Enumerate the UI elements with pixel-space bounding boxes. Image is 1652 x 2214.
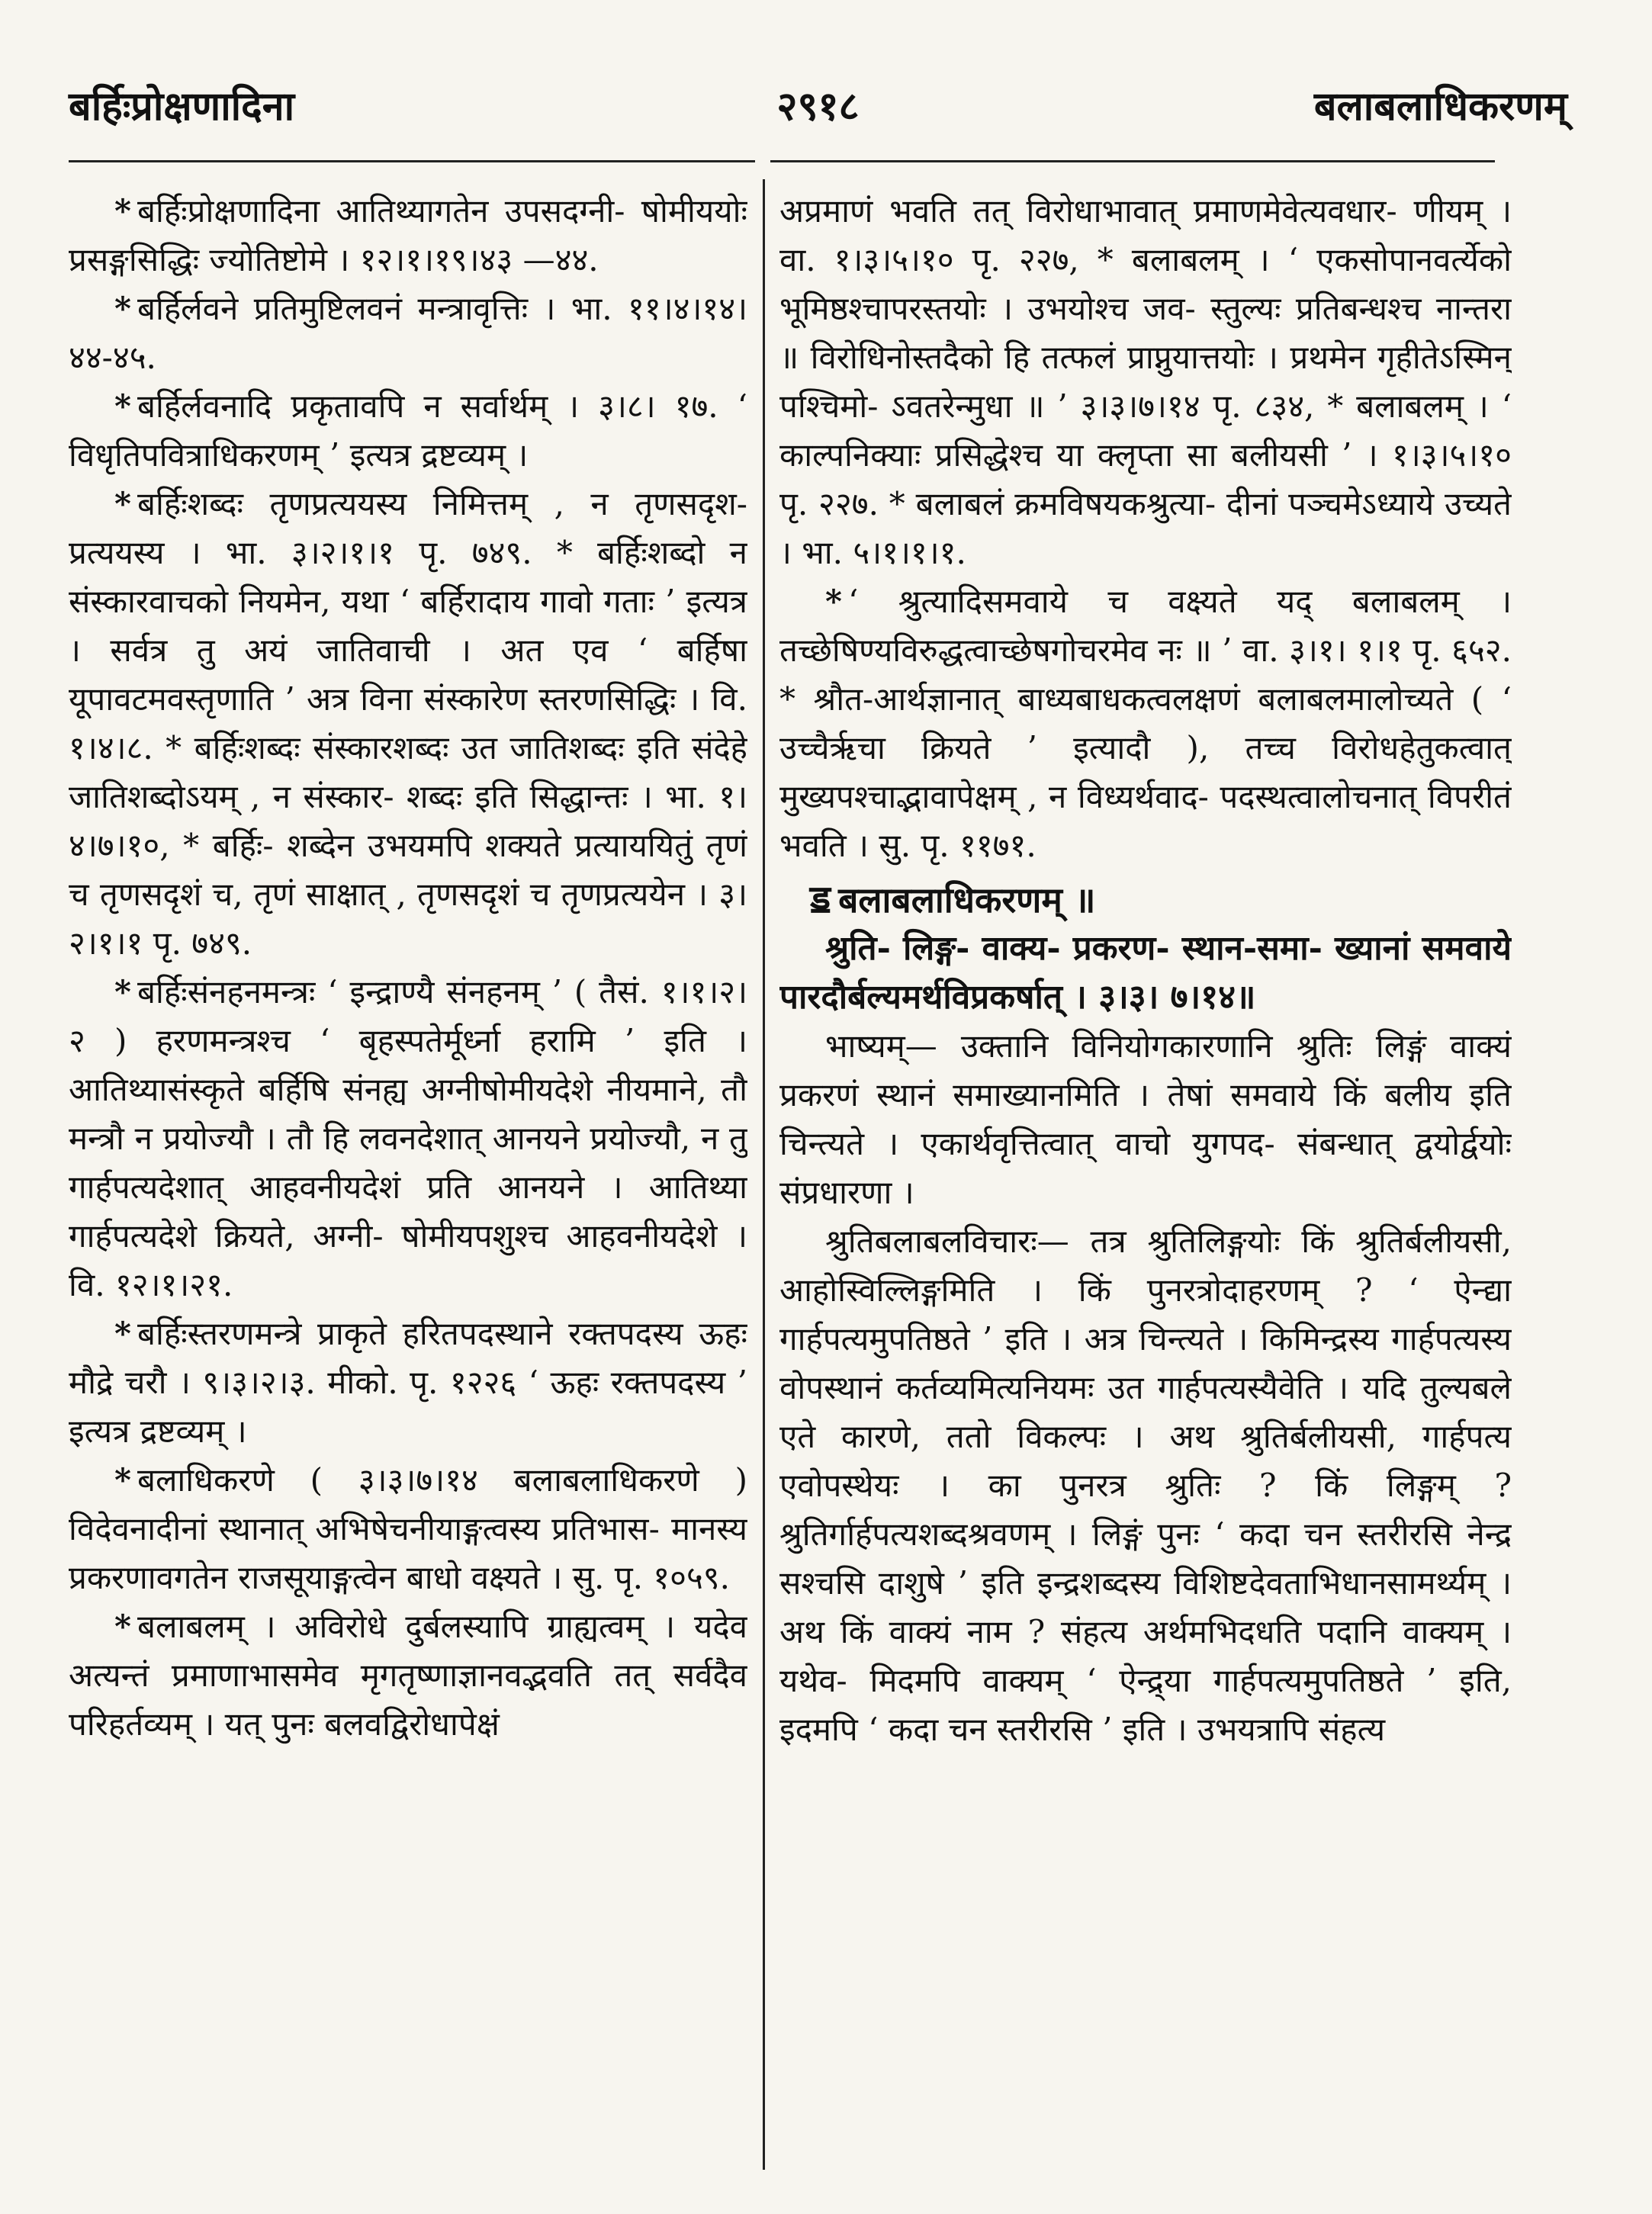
- entry-barhirlavanadi: * बर्हिर्लवनादि प्रकृतावपि न सर्वार्थम् । ३।८। १७. ‘ विधृतिपवित्राधिकरणम् ’ इत्यत्र द्रष्टव्यम् ।: [69, 387, 747, 474]
- left-column: [69, 187, 747, 2170]
- running-head-right: बलाबलाधिकरणम्: [1313, 83, 1567, 130]
- column-divider: [763, 179, 765, 2170]
- entry-barhih-sabdah: * बर्हिःशब्दः तृणप्रत्ययस्य निमित्तम् , न तृणसदृश- प्रत्ययस्य । भा. ३।२।१।१ पृ. ७४९. * बर्हिःशब्दो न संस्कारवाचको नियमेन, यथा ‘ बर्हिरादाय गावो गताः ’ इत्यत्र । सर्वत्र तु अयं जातिवाची । अत एव ‘ बर्हिषा यूपावटमवस्तृणाति ’ अत्र विना संस्कारेण स्तरणसिद्धिः । वि. १।४।८. * बर्हिःशब्दः संस्कारशब्दः उत जातिशब्दः इति संदेहे जातिशब्दोऽयम् , न संस्कार- शब्दः इति सिद्धान्तः । भा. १।४।७।१०, * बर्हिः- शब्देन उभयमपि शक्यते प्रत्याययितुं तृणं च तृणसदृशं च, तृणं साक्षात् , तृणसदृशं च तृणप्रत्ययेन । ३।२।१।१ पृ. ७४९.: [69, 485, 747, 962]
- header-rule-right: [770, 160, 1495, 162]
- entry-continuation: अप्रमाणं भवति तत् विरोधाभावात् प्रमाणमेवेत्यवधार- णीयम् । वा. १।३।५।१० पृ. २२७, * बलाबलम् । ‘ एकसोपानवर्त्येको भूमिष्ठश्चापरस्तयोः । उभयोश्च जव- स्तुल्यः प्रतिबन्धश्च नान्तरा ॥ विरोधिनोस्तदैको हि तत्फलं प्राप्नुयात्तयोः । प्रथमेन गृहीतेऽस्मिन् पश्चिमो- ऽवतरेन्मुधा ॥ ’ ३।३।७।१४ पृ. ८३४, * बलाबलम् । ‘ काल्पनिक्याः प्रसिद्धेश्च या क्लृप्ता सा बलीयसी ’ । १।३।५।१० पृ. २२७. * बलाबलं क्रमविषयकश्रुत्या- दीनां पञ्चमेऽध्याये उच्यते । भा. ५।१।१।१.: [779, 192, 1512, 571]
- entry-baladhikarane: * बलाधिकरणे ( ३।३।७।१४ बलाबलाधिकरणे ) विदेवनादीनां स्थानात् अभिषेचनीयाङ्गत्वस्य प्रतिभास- मानस्य प्रकरणावगतेन राजसूयाङ्गत्वेन बाधो वक्ष्यते । सु. पृ. १०५९.: [69, 1461, 747, 1596]
- section-mark-icon: ॾ: [810, 876, 831, 921]
- entry-barhih-proksanadina: * बर्हिःप्रोक्षणादिना आतिथ्यागतेन उपसदग्नी- षोमीययोः प्रसङ्गसिद्धिः ज्योतिष्टोमे । १२।१।१९।४३ —४४.: [69, 192, 747, 278]
- sutra-text: श्रुति- लिङ्ग- वाक्य- प्रकरण- स्थान-समा- ख्यानां समवाये पारदौर्बल्यमर्थविप्रकर्षात् । ३।३। ७।१४॥: [779, 929, 1512, 1017]
- entry-barhih-samnahana: * बर्हिःसंनहनमन्त्रः ‘ इन्द्राण्यै संनहनम् ’ ( तैसं. १।१।२।२ ) हरणमन्त्रश्च ‘ बृहस्पतेर्मूर्ध्ना हरामि ’ इति । आतिथ्यासंस्कृते बर्हिषि संनह्य अग्नीषोमीयदेशे नीयमाने, तौ मन्त्रौ न प्रयोज्यौ । तौ हि लवनदेशात् आनयने प्रयोज्यौ, न तु गार्हपत्यदेशात् आहवनीयदेशं प्रति आनयने । आतिथ्या गार्हपत्यदेशे क्रियते, अग्नी- षोमीयपशुश्च आहवनीयदेशे । वि. १२।१।२१.: [69, 973, 747, 1303]
- ornament-icon: *: [114, 290, 131, 327]
- bhasya-paragraph: भाष्यम्— उक्तानि विनियोगकारणानि श्रुतिः लिङ्गं वाक्यं प्रकरणं स्थानं समाख्यानमिति । तेषां समवाये किं बलीय इति चिन्त्यते । एकार्थवृत्तित्वात् वाचो युगपद- संबन्धात् द्वयोर्द्वयोः संप्रधारणा ।: [779, 1027, 1512, 1211]
- header-rule-left: [69, 160, 755, 162]
- ornament-icon: *: [114, 1315, 131, 1352]
- ornament-icon: *: [114, 973, 131, 1011]
- ornament-icon: *: [825, 583, 842, 620]
- section-heading: ॾ बलाबलाधिकरणम् ॥: [810, 876, 1096, 921]
- page-number: २९१८: [776, 83, 860, 130]
- page-header: [69, 72, 1567, 141]
- sruti-balabala-paragraph: श्रुतिबलाबलविचारः— तत्र श्रुतिलिङ्गयोः किं श्रुतिर्बलीयसी, आहोस्विल्लिङ्गमिति । किं पुनरत्रोदाहरणम् ? ‘ ऐन्द्या गार्हपत्यमुपतिष्ठते ’ इति । अत्र चिन्त्यते । किमिन्द्रस्य गार्हपत्यस्य वोपस्थानं कर्तव्यमित्यनियमः उत गार्हपत्यस्यैवेति । यदि तुल्यबले एते कारणे, ततो विकल्पः । अथ श्रुतिर्बलीयसी, गार्हपत्य एवोपस्थेयः । का पुनरत्र श्रुतिः ? किं लिङ्गम् ? श्रुतिर्गार्हपत्यशब्दश्रवणम् । लिङ्गं पुनः ‘ कदा चन स्तरीरसि नेन्द्र सश्चसि दाशुषे ’ इति इन्द्रशब्दस्य विशिष्टदेवताभिधानसामर्थ्यम् । अथ किं वाक्यं नाम ? संहत्य अर्थमभिदधति पदानि वाक्यम् । यथेव- मिदमपि वाक्यम् ‘ ऐन्द्र्या गार्हपत्यमुपतिष्ठते ’ इति, इदमपि ‘ कदा चन स्तरीरसि ’ इति । उभयत्रापि संहत्य: [779, 1223, 1512, 1748]
- ornament-icon: *: [114, 1608, 131, 1645]
- entry-barhih-starana: * बर्हिःस्तरणमन्त्रे प्राकृते हरितपदस्थाने रक्तपदस्य ऊहः मौद्रे चरौ । ९।३।२।३. मीको. पृ. १२२६ ‘ ऊहः रक्तपदस्य ’ इत्यत्र द्रष्टव्यम् ।: [69, 1315, 747, 1450]
- ornament-icon: *: [114, 485, 131, 522]
- running-head-left: बर्हिःप्रोक्षणादिना: [69, 83, 295, 130]
- ornament-icon: *: [114, 1461, 131, 1499]
- entry-barhirlavane: * बर्हिर्लवने प्रतिमुष्टिलवनं मन्त्रावृत्तिः । भा. ११।४।१४।४४-४५.: [69, 290, 747, 376]
- right-column: [779, 187, 1512, 2170]
- ornament-icon: *: [114, 387, 131, 425]
- entry-sruti-samavaye: * ‘ श्रुत्यादिसमवाये च वक्ष्यते यद् बलाबलम् । तच्छेषिण्यविरुद्धत्वाच्छेषगोचरमेव नः ॥ ’ वा. ३।१। १।१ पृ. ६५२. * श्रौत-आर्थज्ञानात् बाध्यबाधकत्वलक्षणं बलाबलमालोच्यते ( ‘ उच्चैर्ऋचा क्रियते ’ इत्यादौ ), तच्च विरोधहेतुकत्वात् मुख्यपश्चाद्भावापेक्षम् , न विध्यर्थवाद- पदस्थत्वालोचनात् विपरीतं भवति । सु. पृ. ११७१.: [779, 583, 1512, 864]
- ornament-icon: *: [114, 192, 131, 230]
- entry-balabalam: * बलाबलम् । अविरोधे दुर्बलस्यापि ग्राह्यत्वम् । यदेव अत्यन्तं प्रमाणाभासमेव मृगतृष्णाज्ञानवद्भवति तत् सर्वदैव परिहर्तव्यम् । यत् पुनः बलवद्विरोधापेक्षं: [69, 1608, 747, 1743]
